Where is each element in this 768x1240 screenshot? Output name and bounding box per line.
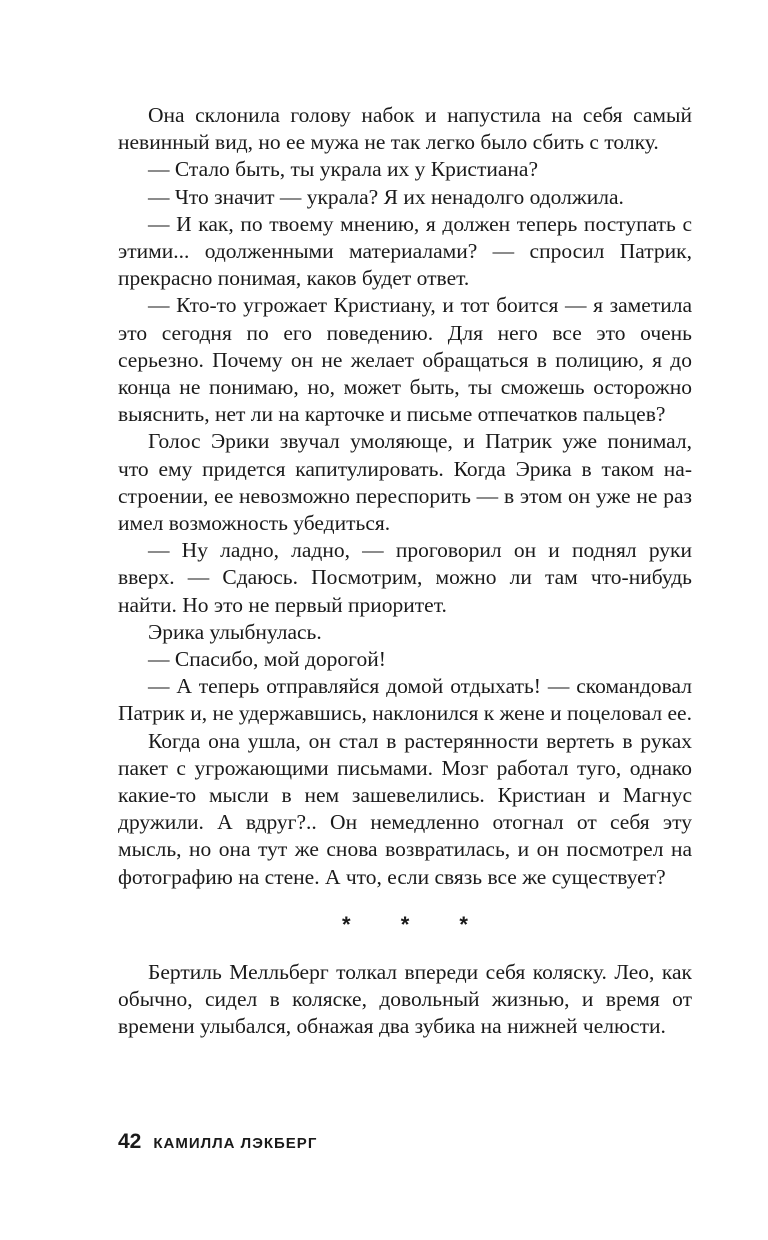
dialogue-line: — Что значит — украла? Я их ненадолго одолжила. <box>148 184 624 209</box>
page-footer <box>118 1130 317 1154</box>
section-separator: * * * <box>342 911 490 937</box>
paragraph: Голос Эрики звучал умоляюще, и Патрик уже понимал, что ему придется капитулировать. Когда Эрика в таком настроении, ее невозможно переспорить — в этом он уже не раз имел возможность убедиться. <box>118 429 692 536</box>
running-head-author: КАМИЛЛА ЛЭКБЕРГ <box>153 1135 318 1152</box>
dialogue-line: — И как, по твоему мнению, я должен теперь поступать с этими... одолженными материалами? — спросил Патрик, прекрасно понимая, каков будет ответ. <box>118 211 692 291</box>
paragraph: Эрика улыбнулась. <box>148 619 322 644</box>
dialogue-line: — Спасибо, мой дорогой! <box>148 647 386 672</box>
paragraph: Когда она ушла, он стал в растерянности вертеть в руках пакет с угрожающими письмами. Мозг работал туго, однако какие-то мысли в нем зашевелились. Кристиан и Магнус дружили. А вдруг?.. Он немедленно отогнал от себя эту мысль, но она тут же снова возвратилась, и он посмотрел на фотографию на стене. А что, если связь все же существует? <box>118 728 692 889</box>
dialogue-line: — А теперь отправляйся домой отдыхать! — скомандовал Патрик и, не удержавшись, наклонился к жене и поцеловал ее. <box>118 674 692 726</box>
paragraph: Она склонила голову набок и напустила на себя самый невинный вид, но ее мужа не так легко было сбить с толку. <box>118 103 692 155</box>
dialogue-line: — Стало быть, ты украла их у Кристиана? <box>148 157 538 182</box>
dialogue-line: — Кто-то угрожает Кристиану, и тот боится — я заметила это сегодня по его поведению. Для него все это очень серьезно. Почему он не желает обращаться в полицию, я до конца не понимаю, но, может быть, ты сможешь осторожно выяснить, нет ли на карточке и письме отпечатков пальцев? <box>118 293 692 427</box>
book-page-text <box>118 102 692 1041</box>
dialogue-line: — Ну ладно, ладно, — проговорил он и поднял руки вверх. — Сдаюсь. Посмотрим, можно ли там что-нибудь найти. Но это не первый приоритет. <box>118 538 692 617</box>
page-number: 42 <box>118 1130 142 1153</box>
paragraph: Бертиль Мелльберг толкал впереди себя коляску. Лео, как обычно, сидел в коляске, довольный жизнью, и время от времени улыбался, обнажая два зубика на нижней челюсти. <box>118 959 692 1039</box>
